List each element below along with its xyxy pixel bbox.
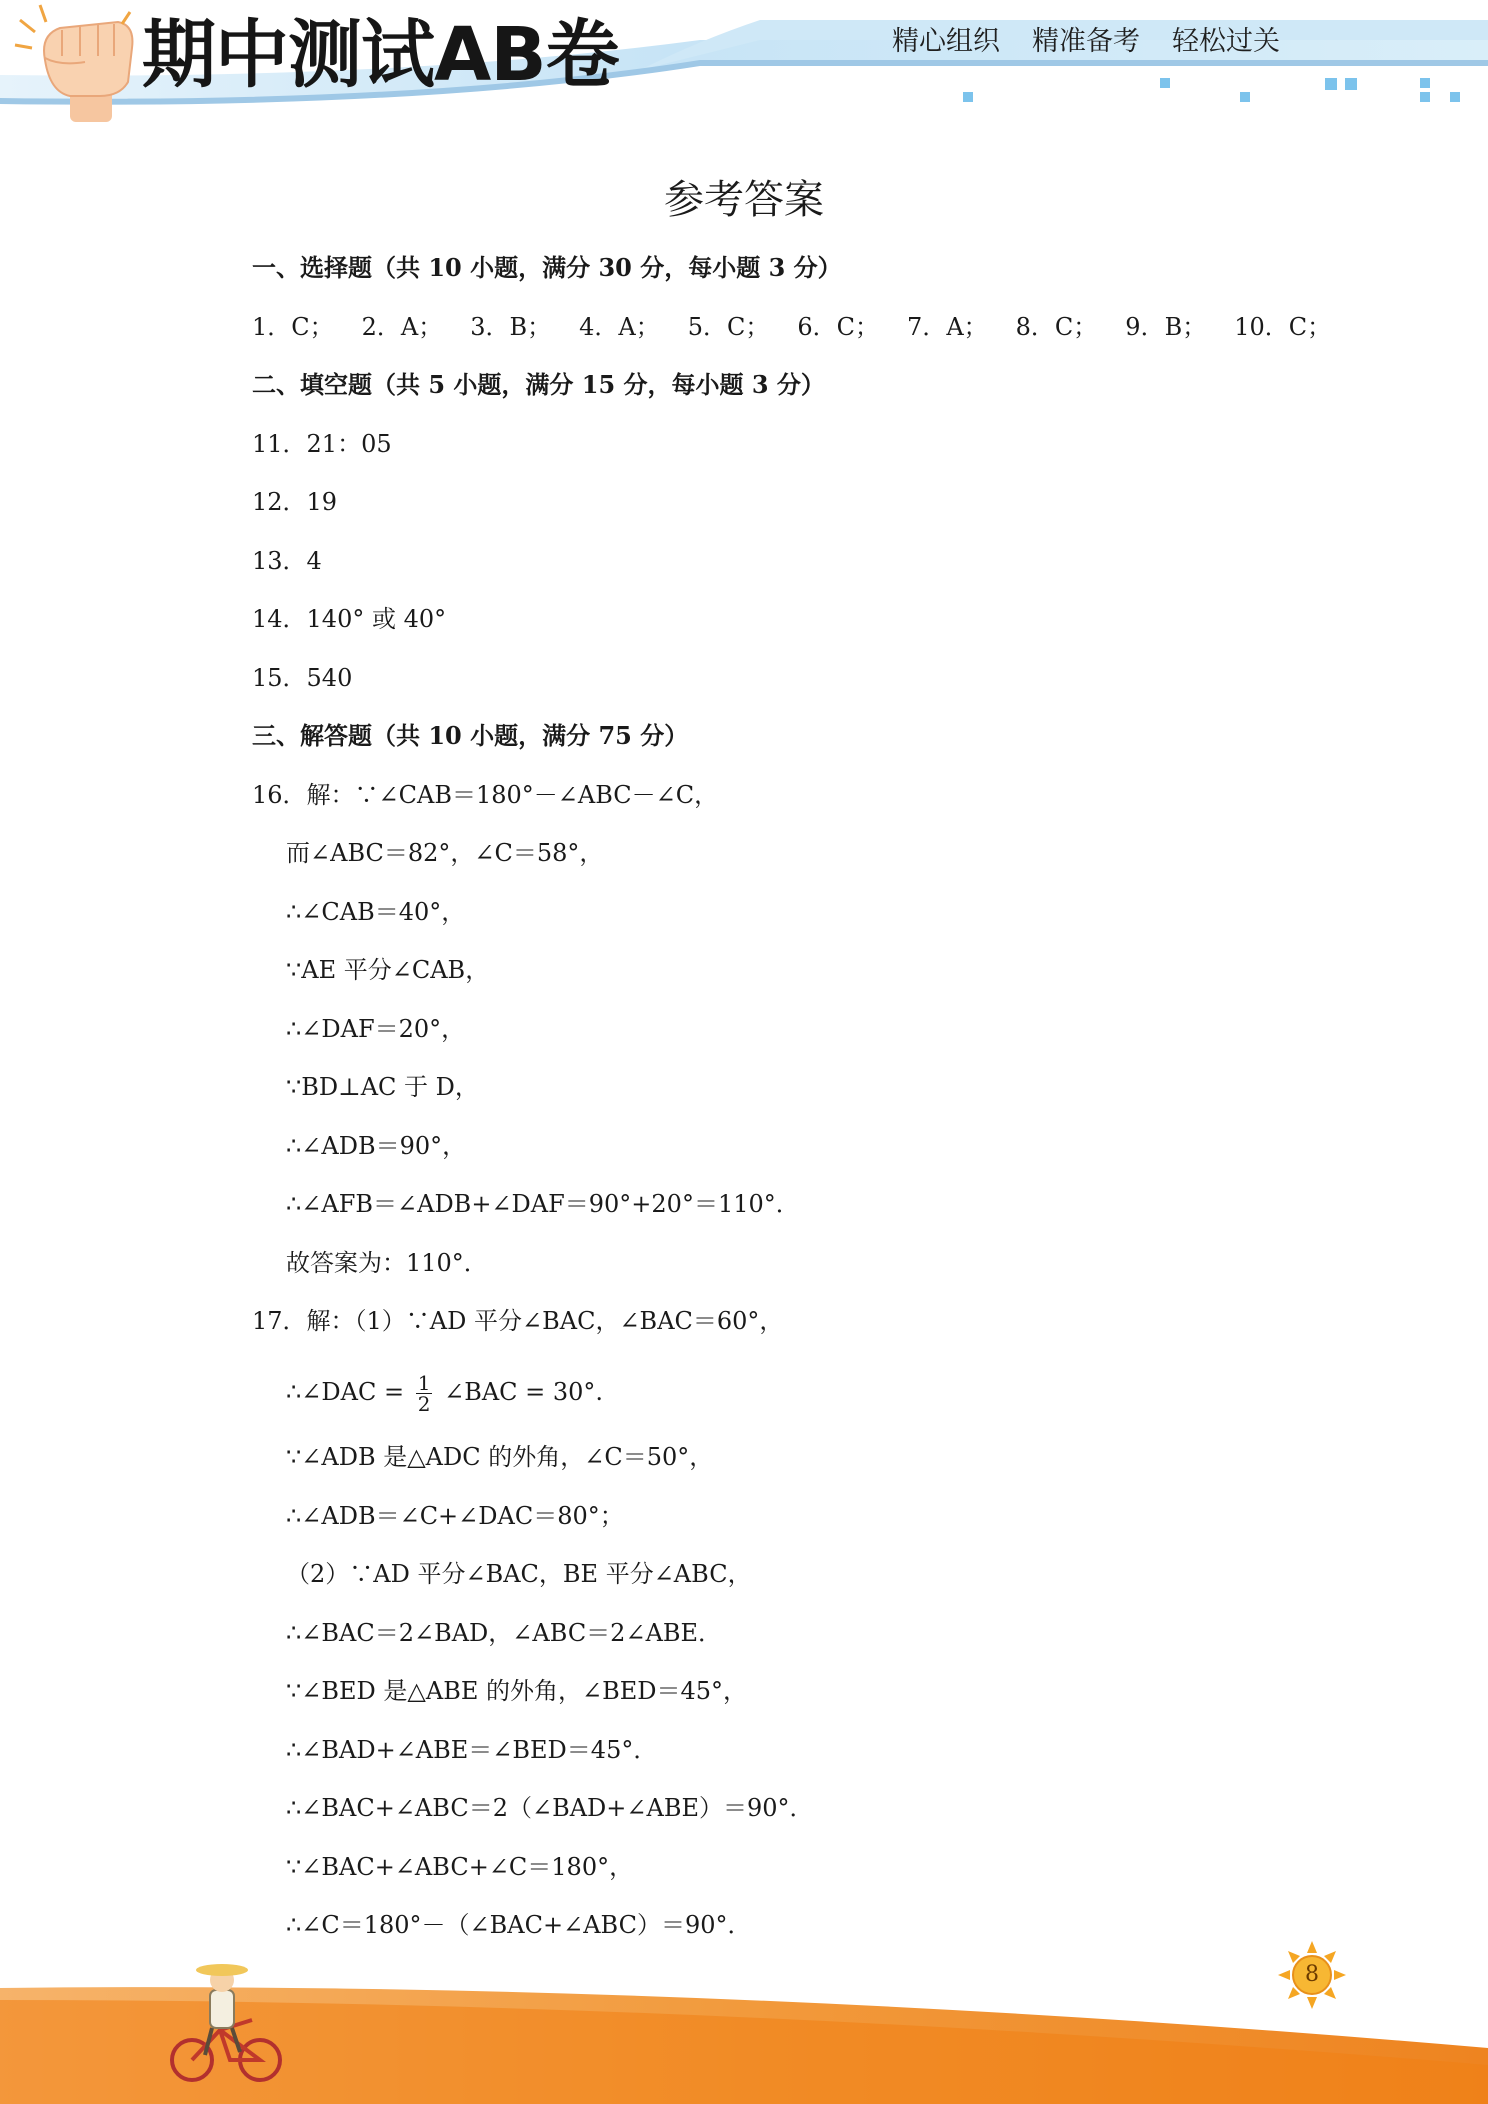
page-header xyxy=(0,0,1488,130)
fraction-denominator: 2 xyxy=(417,1392,431,1416)
fill-answer: 12．19 xyxy=(252,488,338,516)
q17-line: ∴∠C＝180°－（∠BAC+∠ABC）＝90°． xyxy=(286,1911,752,1939)
q16-line: 而∠ABC＝82°，∠C＝58°， xyxy=(286,839,604,867)
choice-answer: 2．A； xyxy=(361,313,443,341)
choice-answer: 10．C； xyxy=(1234,313,1332,341)
q16-line: ∵AE 平分∠CAB， xyxy=(286,956,490,984)
q17-fraction-line xyxy=(286,1368,603,1416)
exam-brand-title: 期中测试AB卷 xyxy=(142,12,619,98)
choice-answer: 9．B； xyxy=(1125,313,1207,341)
fill-answer: 15．540 xyxy=(252,664,353,692)
choice-answer: 5．C； xyxy=(687,313,770,341)
q17-fraction-pre: ∴∠DAC = xyxy=(286,1378,405,1406)
choice-answer: 4．A； xyxy=(579,313,660,341)
fraction-numerator: 1 xyxy=(417,1371,431,1395)
page-footer xyxy=(0,1940,1488,2104)
fill-answer: 14．140° 或 40° xyxy=(252,605,447,633)
q17-fraction-post: ∠BAC = 30°. xyxy=(444,1378,604,1406)
q17-line: ∵∠BAC+∠ABC+∠C＝180°， xyxy=(286,1853,634,1881)
q16-line: ∴∠AFB＝∠ADB+∠DAF＝90°+20°＝110°． xyxy=(286,1190,800,1218)
decorative-squares xyxy=(963,78,1460,102)
q17-line: ∴∠BAD+∠ABE＝∠BED＝45°． xyxy=(286,1736,658,1764)
footer-banner-graphic xyxy=(0,1940,1488,2104)
q16-line: 故答案为：110°． xyxy=(286,1249,488,1277)
q17-line: （2）∵AD 平分∠BAC，BE 平分∠ABC， xyxy=(286,1560,752,1588)
q16-line: ∴∠DAF＝20°， xyxy=(286,1015,466,1043)
slogan-1: 精心组织 xyxy=(892,26,1000,57)
slogan-3: 轻松过关 xyxy=(1172,26,1280,57)
section-solve-heading: 三、解答题（共 10 小题，满分 75 分） xyxy=(252,721,689,750)
choice-answer: 6．C； xyxy=(797,313,880,341)
q17-line: ∵∠ADB 是△ADC 的外角，∠C＝50°， xyxy=(286,1443,714,1471)
section-choice-heading: 一、选择题（共 10 小题，满分 30 分，每小题 3 分） xyxy=(252,253,842,282)
choice-answer: 3．B； xyxy=(470,313,552,341)
slogan-2: 精准备考 xyxy=(1032,26,1140,57)
choice-answer: 7．A； xyxy=(907,313,988,341)
q17-line: ∴∠ADB＝∠C+∠DAC＝80°； xyxy=(286,1502,624,1530)
q17-line: ∵∠BED 是△ABE 的外角，∠BED＝45°， xyxy=(286,1677,748,1705)
choice-answer: 1．C； xyxy=(252,313,334,341)
q16-line: ∴∠CAB＝40°， xyxy=(286,898,466,926)
section-fill-heading: 二、填空题（共 5 小题，满分 15 分，每小题 3 分） xyxy=(252,370,825,399)
q16-line: ∴∠ADB＝90°， xyxy=(286,1132,467,1160)
fill-answer: 13．4 xyxy=(252,547,322,575)
fraction xyxy=(416,1373,433,1414)
q16-line: 16．解：∵∠CAB＝180°－∠ABC－∠C， xyxy=(252,781,719,809)
q17-line: 17．解：（1）∵AD 平分∠BAC，∠BAC＝60°， xyxy=(252,1307,784,1335)
header-slogans xyxy=(892,22,1280,62)
q17-line: ∴∠BAC＝2∠BAD，∠ABC＝2∠ABE． xyxy=(286,1619,723,1647)
fill-answer: 11．21：05 xyxy=(252,430,392,458)
q16-line: ∵BD⊥AC 于 D， xyxy=(286,1073,479,1101)
page-number: 8 xyxy=(1305,1962,1319,1987)
q17-line: ∴∠BAC+∠ABC＝2（∠BAD+∠ABE）＝90°． xyxy=(286,1794,814,1822)
choice-answer: 8．C； xyxy=(1015,313,1098,341)
document-title: 参考答案 xyxy=(664,177,824,223)
choice-answers xyxy=(252,307,1359,347)
